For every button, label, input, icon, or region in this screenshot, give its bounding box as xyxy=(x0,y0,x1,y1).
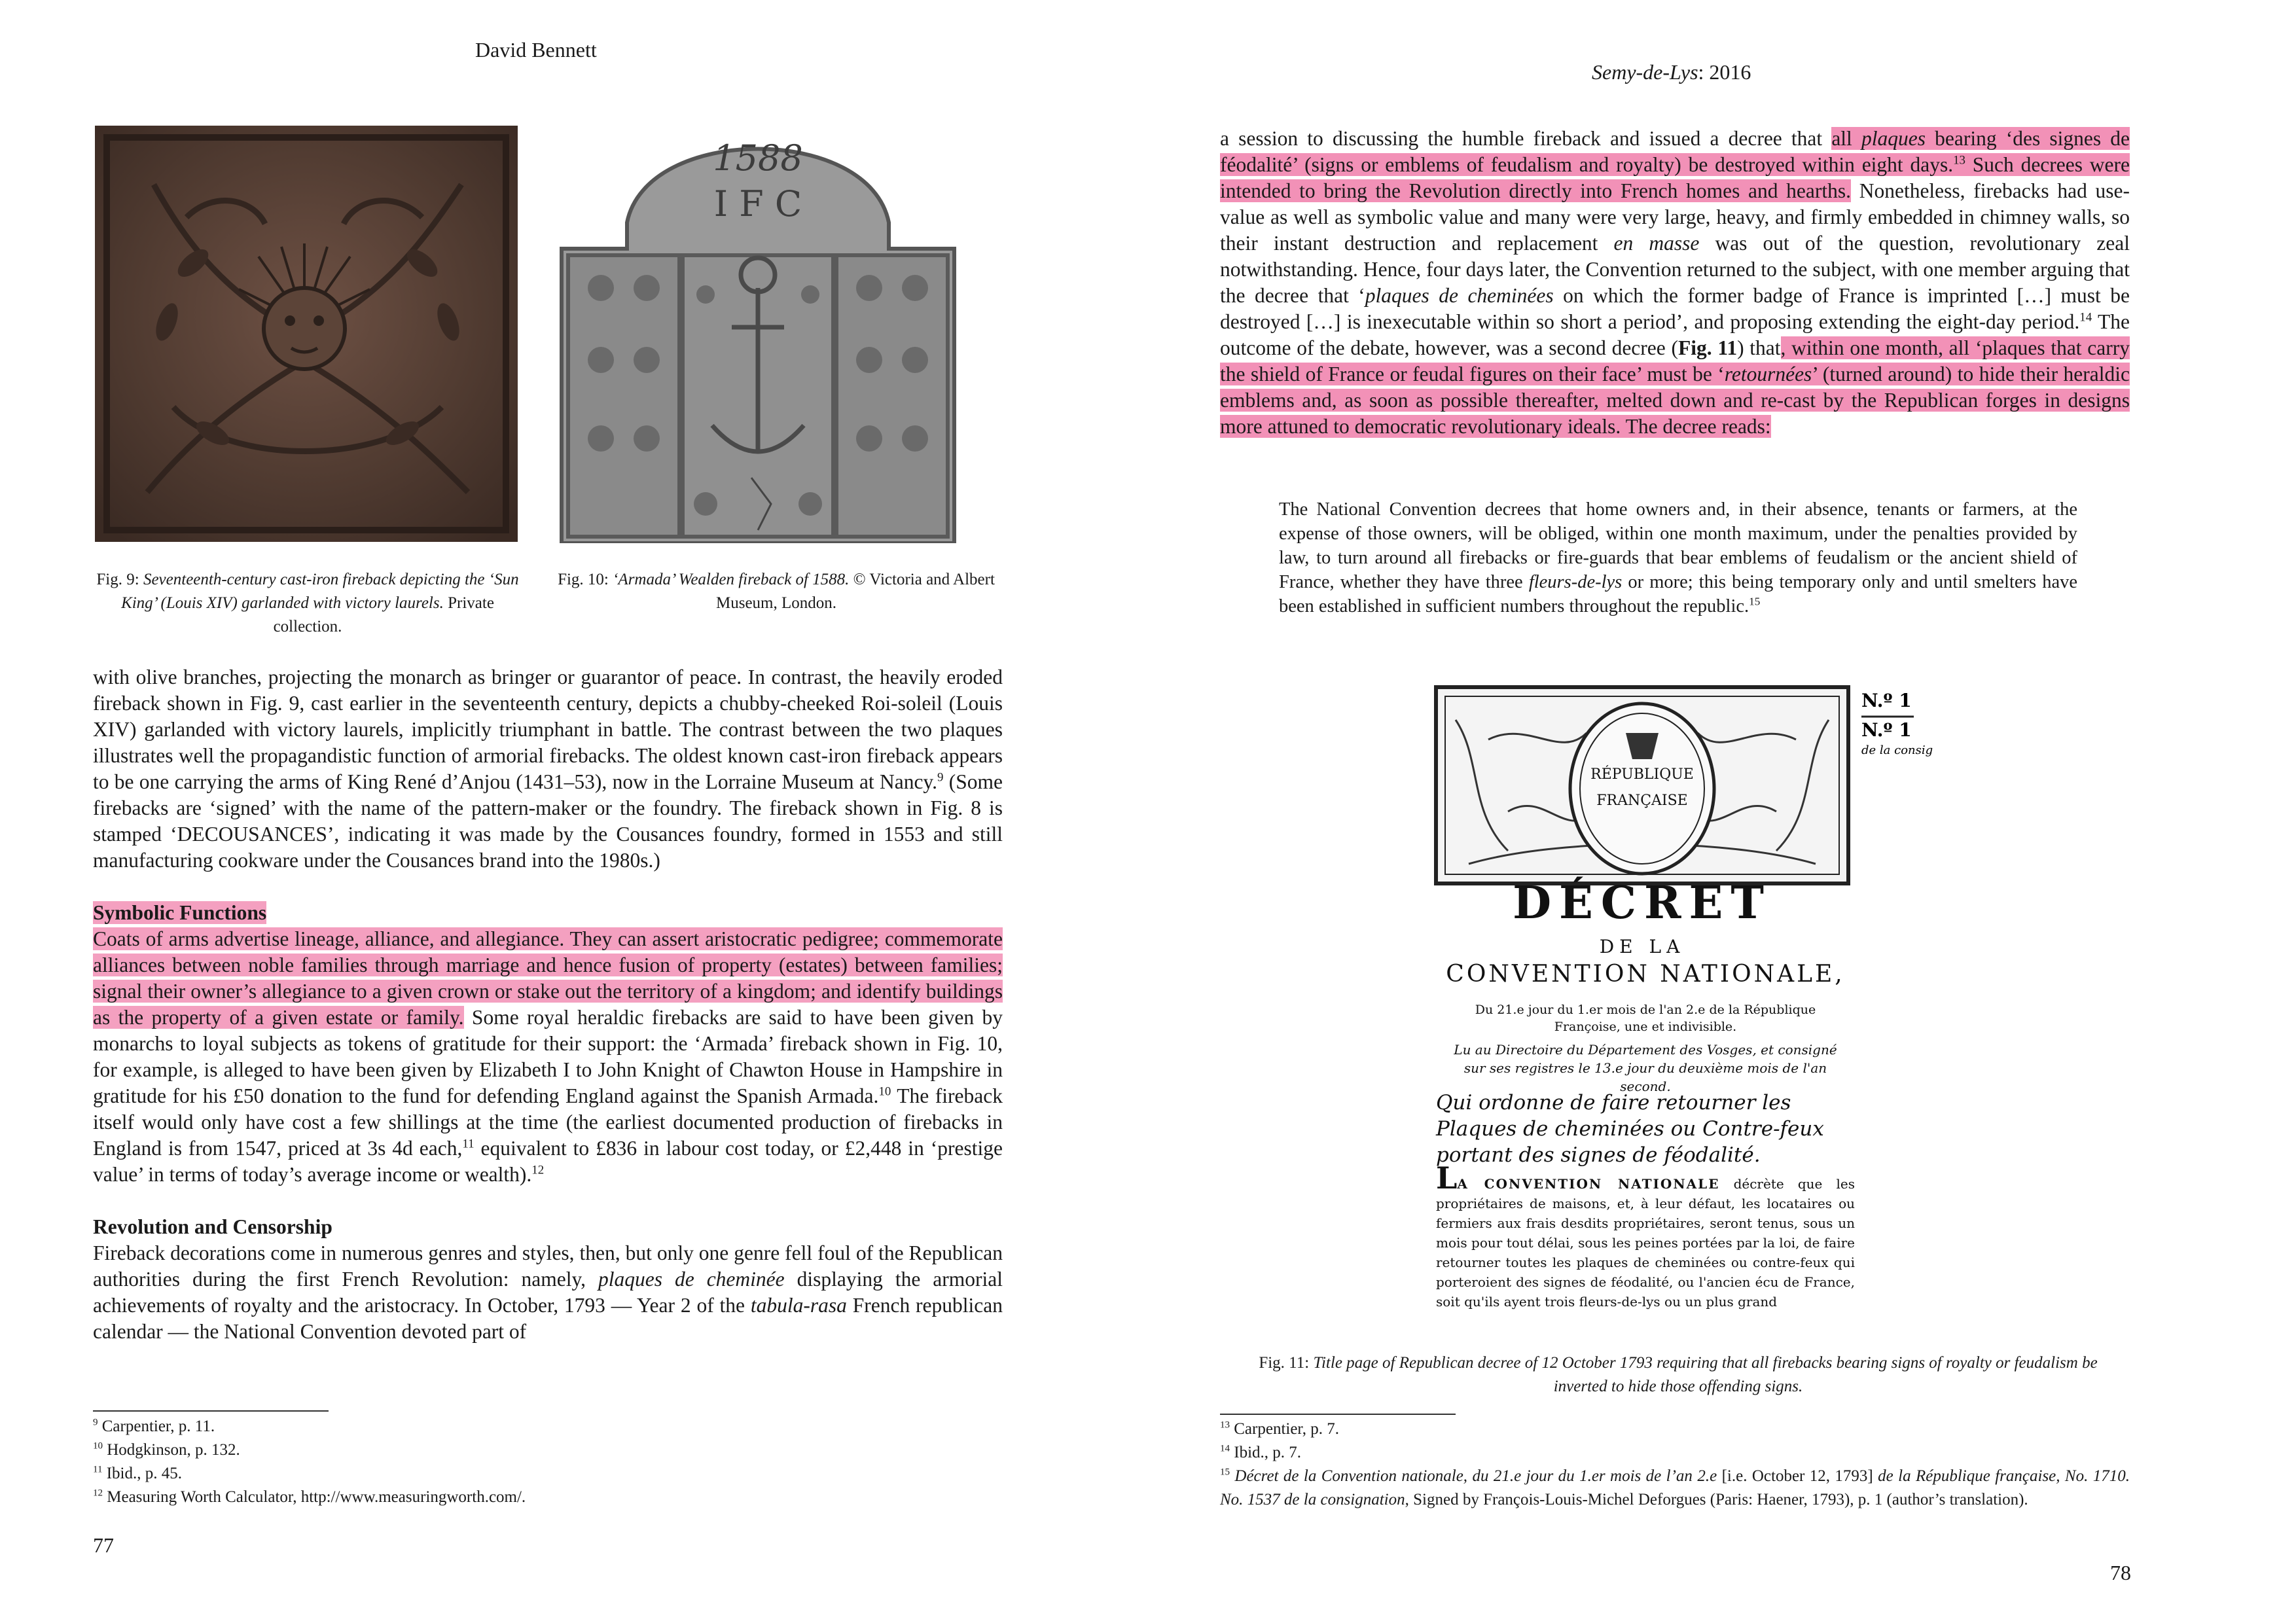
footnote-ref-9[interactable]: 9 xyxy=(937,770,944,785)
fig10-caption xyxy=(554,568,999,615)
decree-convention: CONVENTION NATIONALE, xyxy=(1446,961,1845,988)
quote-a: The National Convention decrees that home owners and, in their absence, tenants or farmers, at the expense of those owners, will be obliged, within one month maximum, under the penalties provided by law, to turn around all firebacks or fire-guards that bear emblems of feudalism or the ancient shield of France, whether they have three xyxy=(1279,499,2077,592)
decree-date: Du 21.e jour du 1.er mois de l'an 2.e de la République Françoise, une et indivisible. xyxy=(1475,1003,1816,1034)
quote-b: or more; this being temporary only and until smelters have been established in sufficient numbers throughout the republic. xyxy=(1279,572,2078,616)
fig11-reference[interactable]: Fig. 11 xyxy=(1677,336,1738,359)
para2-mid2: equivalent to £836 in labour cost today, or £2,448 in ‘prestige value’ in terms of today’s average income or wealth). xyxy=(93,1137,1003,1186)
footnote-ref-13[interactable]: 13 xyxy=(1953,153,1965,168)
decree-initial: L xyxy=(1436,1160,1458,1196)
decree-body xyxy=(1436,1160,1855,1311)
left-body-text xyxy=(93,664,1003,1345)
page-number-right: 78 xyxy=(2110,1561,2131,1584)
p1-italic-2: plaques de cheminées xyxy=(1365,284,1554,307)
quote-italic: fleurs-de-lys xyxy=(1528,572,1623,592)
journal-title: Semy-de-Lys xyxy=(1592,60,1698,84)
decree-qui-ordonne: Qui ordonne de faire retourner les Plaques de cheminées ou Contre-feux portant des signes de féodalité. xyxy=(1436,1091,1824,1167)
right-page xyxy=(1148,0,2296,1623)
footnote-9: $^9$ Carpentier, p. 11. xyxy=(93,1417,215,1435)
fig11-caption-label: Fig. 11: xyxy=(1259,1354,1314,1372)
p1-italic-1: en masse xyxy=(1613,232,1700,255)
fig10-caption-title: ‘Armada’ Wealden fireback of 1588. xyxy=(613,571,850,588)
para3-italic-1: plaques de cheminée xyxy=(598,1268,785,1291)
p1-d: on which the former badge of France is imprinted […] must be destroyed […] is inexecutable within so short a period’, and proposing extending the eight-day period. xyxy=(1220,284,2130,333)
para3-a: Fireback decorations come in numerous genres and styles, then, but only one genre fell foul of the Republican authorities during the first French Revolution: namely, xyxy=(93,1241,1003,1291)
paragraph-coats-of-arms xyxy=(93,926,1003,1188)
left-footnote-rule xyxy=(93,1410,329,1412)
paragraph-decree-discussion xyxy=(1220,126,2130,440)
heading-symbolic-functions-text: Symbolic Functions xyxy=(93,901,267,924)
footnote-ref-15[interactable]: 15 xyxy=(1749,595,1761,608)
journal-year: : 2016 xyxy=(1698,60,1751,84)
right-footnote-rule xyxy=(1220,1414,1456,1415)
p1-e: The outcome of the debate, however, was a second decree ( xyxy=(1220,310,2130,359)
page-number-left: 77 xyxy=(93,1533,114,1557)
footnote-ref-12[interactable]: 12 xyxy=(531,1163,545,1177)
fig9-image xyxy=(95,126,518,542)
footnote-ref-10[interactable]: 10 xyxy=(878,1084,891,1099)
p1-f: ) that xyxy=(1737,336,1781,359)
footnote-11: $^{11}$ Ibid., p. 45. xyxy=(93,1464,182,1482)
footnote-13: $^{13}$ Carpentier, p. 7. xyxy=(1220,1419,1340,1438)
fig9-caption-title: Seventeenth-century cast-iron fireback depicting the ‘Sun King’ (Louis XIV) garlanded with victory laurels. xyxy=(121,571,519,612)
heading-symbolic-functions xyxy=(93,900,1003,926)
highlight-decree-1: all plaques bearing ‘des signes de féodalité’ (signs or emblems of feudalism and royalty) be destroyed within eight days.$^{13}$ Such decrees were intended to bring the Revolution directly into French homes and hearths. xyxy=(1220,127,2130,202)
decree-number-2: N.º 1 xyxy=(1861,719,1912,741)
right-body-text xyxy=(1220,126,2130,440)
footnote-ref-11[interactable]: 11 xyxy=(462,1137,475,1151)
para3-italic-2: tabula-rasa xyxy=(750,1294,847,1317)
sun-king-fireback-icon xyxy=(95,126,518,542)
heading-revolution-censorship: Revolution and Censorship xyxy=(93,1215,332,1238)
p1-a: a session to discussing the humble fireback and issued a decree that xyxy=(1220,127,1832,150)
fig11-caption xyxy=(1233,1351,2123,1399)
footnote-12: $^{12}$ Measuring Worth Calculator, http://www.measuringworth.com/. xyxy=(93,1488,526,1506)
fig9-caption xyxy=(92,568,524,639)
para2-mid: The fireback itself would only have cost a few shillings at the time (the earliest documented production of firebacks in England is from 1547, priced at 3s 4d each, xyxy=(93,1084,1003,1160)
footnote-14: $^{14}$ Ibid., p. 7. xyxy=(1220,1443,1302,1461)
decree-consignation: de la consig xyxy=(1861,743,1933,757)
decree-header-vignette xyxy=(1429,681,1966,897)
seal-line2: FRANÇAISE xyxy=(1596,793,1688,809)
fig10-initials: I F C xyxy=(713,183,802,224)
p1-b: Nonetheless, firebacks had use-value as well as symbolic value and many were very large, heavy, and firmly embedded in chimney walls, so their instant destruction and replacement xyxy=(1220,179,2130,255)
decree-title: DÉCRET xyxy=(1513,877,1772,929)
decree-directoire: Lu au Directoire du Département des Vosges, et consigné sur ses registres le 13.e jour du deuxième mois de l'an second. xyxy=(1454,1042,1837,1094)
fig10-caption-label: Fig. 10: xyxy=(558,571,613,588)
fig9-caption-credit: Private collection. xyxy=(273,594,494,635)
left-footnotes xyxy=(93,1415,1003,1509)
fig10-year: 1588 xyxy=(713,137,803,179)
fig11-decree-image xyxy=(1429,681,1966,1329)
paragraph-olive-branches xyxy=(93,664,1003,874)
para3-c: French republican calendar — the National Convention devoted part of xyxy=(93,1294,1003,1343)
highlight-decree-2: , within one month, all ‘plaques that carry the shield of France or feudal figures on their face’ must be ‘retournées’ (turned around) to hide their heraldic emblems and, as soon as possible thereafter, melted down and re-cast by the Republican forges in designs more attuned to democratic revolutionary ideals. The decree reads: xyxy=(1220,336,2130,438)
armada-fireback-icon xyxy=(555,111,961,543)
fig11-caption-title: Title page of Republican decree of 12 October 1793 requiring that all firebacks bearing signs of royalty or feudalism be inverted to hide those offending signs. xyxy=(1313,1354,2098,1395)
footnote-10: $^{10}$ Hodgkinson, p. 132. xyxy=(93,1440,240,1459)
right-footnotes xyxy=(1220,1418,2130,1512)
para3-b: displaying the armorial achievements of royalty and the aristocracy. In October, 1793 — Year 2 of the xyxy=(93,1268,1003,1317)
fig10-image xyxy=(555,111,961,543)
footnote-ref-14[interactable]: 14 xyxy=(2079,310,2092,325)
decree-number-1: N.º 1 xyxy=(1861,690,1912,711)
fig9-caption-label: Fig. 9: xyxy=(96,571,143,588)
decree-caps: A CONVENTION NATIONALE xyxy=(1457,1176,1720,1192)
running-head-journal xyxy=(1592,60,1751,84)
seal-line1: RÉPUBLIQUE xyxy=(1590,766,1694,783)
p1-c: was out of the question, revolutionary zeal notwithstanding. Hence, four days later, the Convention returned to the subject, with one member arguing that the decree that ‘ xyxy=(1220,232,2130,307)
running-head-author: David Bennett xyxy=(475,38,597,62)
decree-quotation xyxy=(1279,497,2077,618)
footnote-15: $^{15}$ Décret de la Convention nationale, du 21.e jour du 1.er mois de l’an 2.e [i.e. October 12, 1793] de la République française, No. 1710. No. 1537 de la consignation, Signed by François-Louis-Michel Deforgues (Paris: Haener, 1793), p. 1 (author’s translation). xyxy=(1220,1467,2130,1508)
decree-body-text: décrète que les propriétaires de maisons, et, à leur défaut, les locataires ou fermiers aux frais desdits propriétaires, seront tenus, sous un mois pour tout délai, sous les peines portées par la loi, de faire retourner toutes les plaques de cheminées ou contre-feux qui porteroient des signes de féodalité, ou l'ancien écu de France, soit qu'ils ayent trois fleurs-de-lys ou un plus grand xyxy=(1436,1176,1855,1310)
para2-text: Some royal heraldic firebacks are said to have been given by monarchs to loyal subjects as tokens of gratitude for their support: the ‘Armada’ fireback shown in Fig. 10, for example, is alleged to have been given by Elizabeth I to John Knight of Chawton House in Hampshire in gratitude for his £50 donation to the fund for defending England against the Spanish Armada. xyxy=(93,1006,1003,1107)
fig10-caption-credit: © Victoria and Albert Museum, London. xyxy=(715,571,995,612)
para1-text: with olive branches, projecting the monarch as bringer or guarantor of peace. In contrast, the heavily eroded fireback shown in Fig. 9, cast earlier in the seventeenth century, depicts a chubby-cheeked Roi-soleil (Louis XIV) garlanded with victory laurels, implicitly triumphant in battle. The contrast between the two plaques illustrates well the propagandistic function of armorial firebacks. The oldest known cast-iron fireback appears to be one carrying the arms of King René d’Anjou (1431–53), now in the Lorraine Museum at Nancy. xyxy=(93,666,1003,793)
para1-tail: (Some firebacks are ‘signed’ with the name of the pattern-maker or the foundry. The fireback shown in Fig. 8 is stamped ‘DECOUSANCES’, indicating it was made by the Cousances foundry, formed in 1553 and still manufacturing cookware under the Cousances brand into the 1980s.) xyxy=(93,770,1003,872)
decree-de-la: DE LA xyxy=(1599,936,1685,957)
highlighted-passage: Coats of arms advertise lineage, alliance, and allegiance. They can assert aristocratic pedigree; commemorate alliances between noble families through marriage and hence fusion of property (estates) between families; signal their owner’s allegiance to a given crown or stake out the territory of a kingdom; and identify buildings as the property of a given estate or family. xyxy=(93,927,1003,1029)
paragraph-fireback-decorations xyxy=(93,1240,1003,1345)
